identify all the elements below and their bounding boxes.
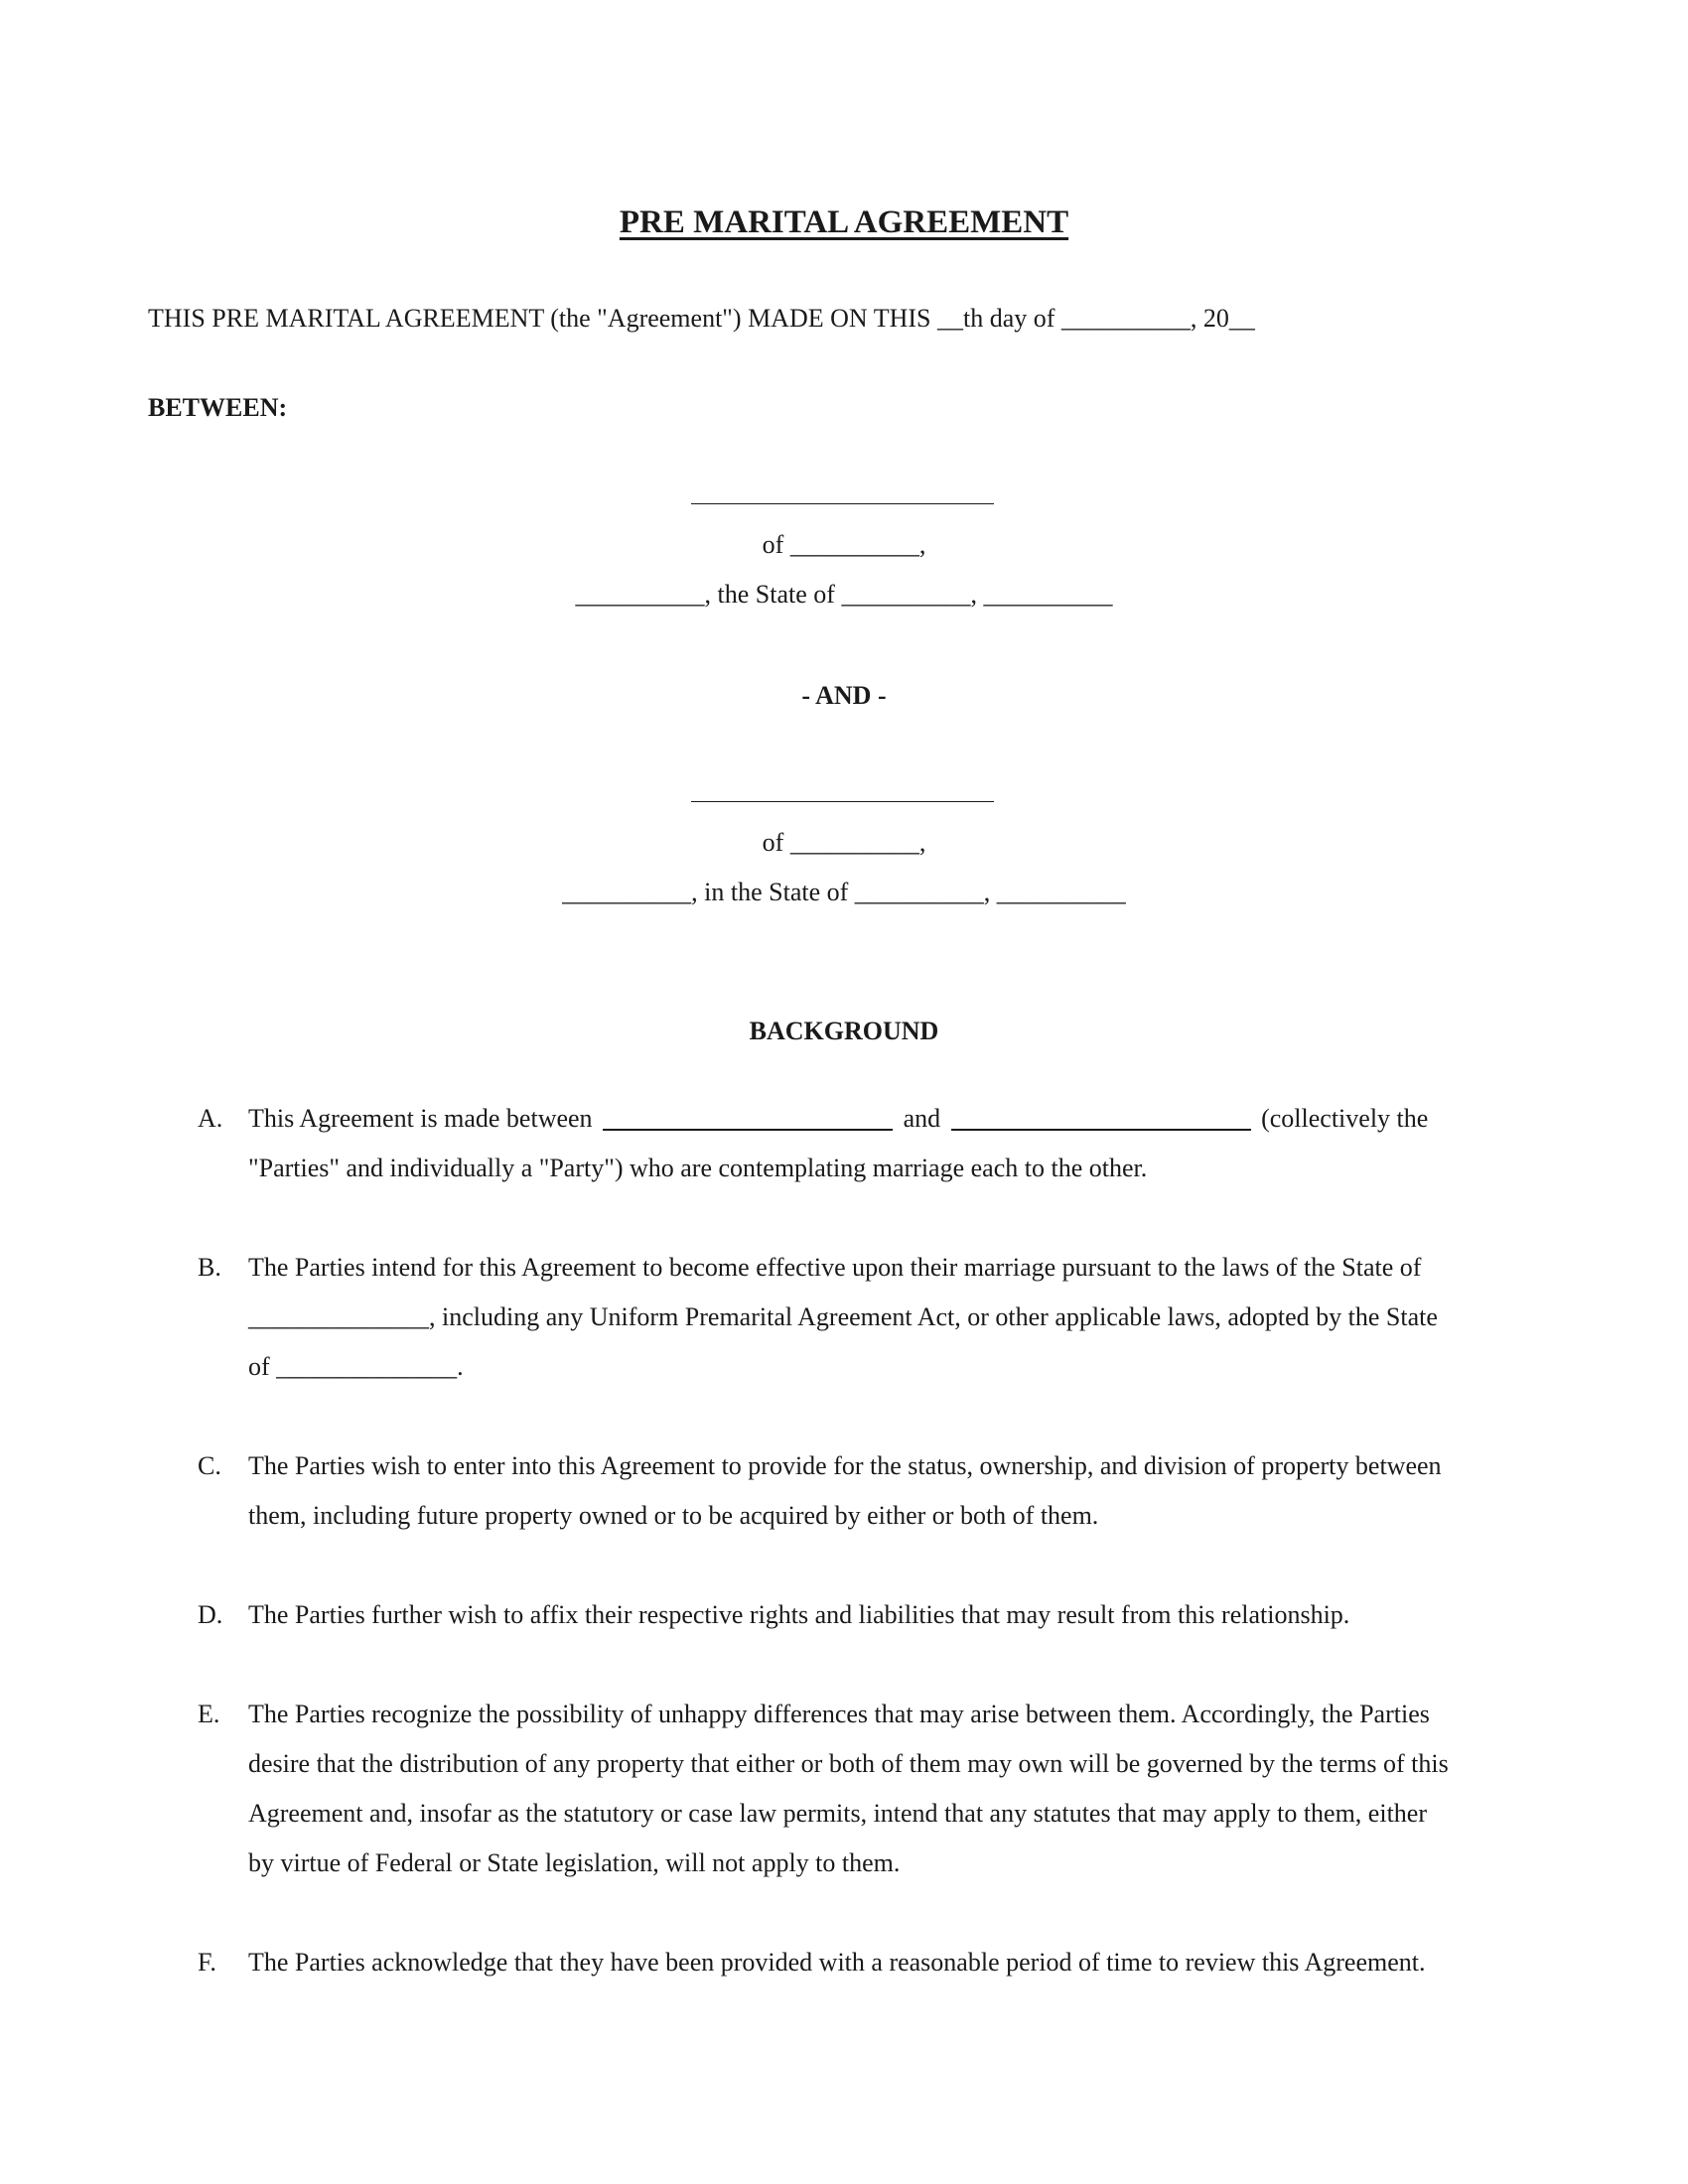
item-letter: B. xyxy=(198,1253,221,1282)
party1-name-line xyxy=(691,503,994,504)
item-line xyxy=(248,1104,1428,1134)
item-line: The Parties acknowledge that they have been provided with a reasonable period of time to review this Agreement. xyxy=(248,1948,1426,1977)
background-heading: BACKGROUND xyxy=(749,1017,939,1045)
item-line: The Parties intend for this Agreement to become effective upon their marriage pursuant to the laws of the State of xyxy=(248,1253,1422,1282)
item-letter: F. xyxy=(198,1948,216,1977)
item-line: by virtue of Federal or State legislation, will not apply to them. xyxy=(248,1848,901,1877)
item-line: "Parties" and individually a "Party") who are contemplating marriage each to the other. xyxy=(248,1154,1148,1182)
and-separator: - AND - xyxy=(801,681,887,710)
item-text: (collectively the xyxy=(1261,1104,1429,1133)
item-text: This Agreement is made between xyxy=(248,1104,593,1133)
blank-line xyxy=(951,1129,1251,1131)
intro-line: THIS PRE MARITAL AGREEMENT (the "Agreement") MADE ON THIS __th day of __________, 20__ xyxy=(148,304,1255,333)
item-letter: C. xyxy=(198,1451,221,1480)
item-line: of ______________. xyxy=(248,1352,464,1381)
item-line: The Parties wish to enter into this Agreement to provide for the status, ownership, and division of property between xyxy=(248,1451,1442,1480)
item-line: Agreement and, insofar as the statutory or case law permits, intend that any statutes that may apply to them, either xyxy=(248,1799,1427,1828)
item-line: them, including future property owned or to be acquired by either or both of them. xyxy=(248,1501,1099,1530)
party1-of-line: of __________, xyxy=(762,530,926,559)
item-line: ______________, including any Uniform Premarital Agreement Act, or other applicable laws, adopted by the State xyxy=(248,1302,1438,1331)
between-label: BETWEEN: xyxy=(148,393,288,422)
item-line: desire that the distribution of any property that either or both of them may own will be governed by the terms of this xyxy=(248,1749,1449,1778)
item-letter: E. xyxy=(198,1700,220,1728)
item-letter: A. xyxy=(198,1104,223,1133)
party2-location-line: __________, in the State of __________, __________ xyxy=(562,878,1126,906)
item-letter: D. xyxy=(198,1600,223,1629)
party2-name-line xyxy=(691,801,994,802)
item-line: The Parties recognize the possibility of unhappy differences that may arise between them. Accordingly, the Parties xyxy=(248,1700,1430,1728)
blank-line xyxy=(603,1129,893,1131)
document-title: PRE MARITAL AGREEMENT xyxy=(619,205,1069,240)
party1-location-line: __________, the State of __________, __________ xyxy=(575,580,1113,609)
item-text: and xyxy=(903,1104,941,1133)
item-line: The Parties further wish to affix their respective rights and liabilities that may result from this relationship. xyxy=(248,1600,1350,1629)
party2-of-line: of __________, xyxy=(762,828,926,857)
